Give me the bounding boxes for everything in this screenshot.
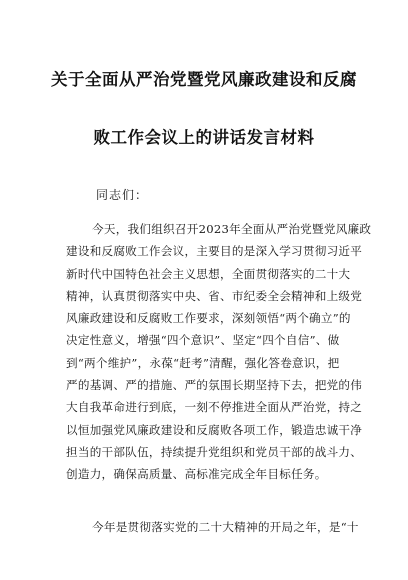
paragraph-line: 今年是贯彻落实党的二十大精神的开局之年，是“十 bbox=[92, 520, 359, 534]
paragraph-line: 精神，认真贯彻落实中央、省、市纪委全会精神和上级党 bbox=[66, 288, 363, 303]
paragraph-line: 建设和反腐败工作会议，主要目的是深入学习贯彻习近平 bbox=[66, 244, 363, 259]
body-paragraph-1 bbox=[66, 218, 372, 486]
paragraph-line: 创造力，确保高质量、高标准完成全年目标任务。 bbox=[66, 467, 327, 482]
paragraph-line: 大自我革命进行到底，一刻不停推进全面从严治党，持之 bbox=[66, 400, 363, 415]
document-title-line-2: 败工作会议上的讲话发言材料 bbox=[93, 128, 315, 147]
paragraph-line: 决定性意义，增强“四个意识”、坚定“四个自信”、做 bbox=[66, 333, 340, 348]
document-title-line-1: 关于全面从严治党暨党风廉政建设和反腐 bbox=[51, 70, 357, 89]
paragraph-line: 今天，我们组织召开2023年全面从严治党暨党风廉政 bbox=[92, 222, 372, 236]
paragraph-line: 严的基调、严的措施、严的氛围长期坚持下去，把党的伟 bbox=[66, 378, 363, 393]
paragraph-line: 风廉政建设和反腐败工作要求，深刻领悟“两个确立”的 bbox=[66, 311, 351, 326]
paragraph-line: 以恒加强党风廉政建设和反腐败各项工作，锻造忠诚干净 bbox=[66, 422, 363, 437]
paragraph-line: 新时代中国特色社会主义思想，全面贯彻落实的二十大 bbox=[66, 266, 351, 281]
body-paragraph-2 bbox=[66, 516, 359, 538]
salutation: 同志们： bbox=[96, 188, 149, 202]
paragraph-line: 担当的干部队伍，持续提升党组织和党员干部的战斗力、 bbox=[66, 444, 363, 459]
paragraph-line: 到“两个维护”，永葆“赶考”清醒，强化答卷意识，把 bbox=[66, 355, 340, 370]
